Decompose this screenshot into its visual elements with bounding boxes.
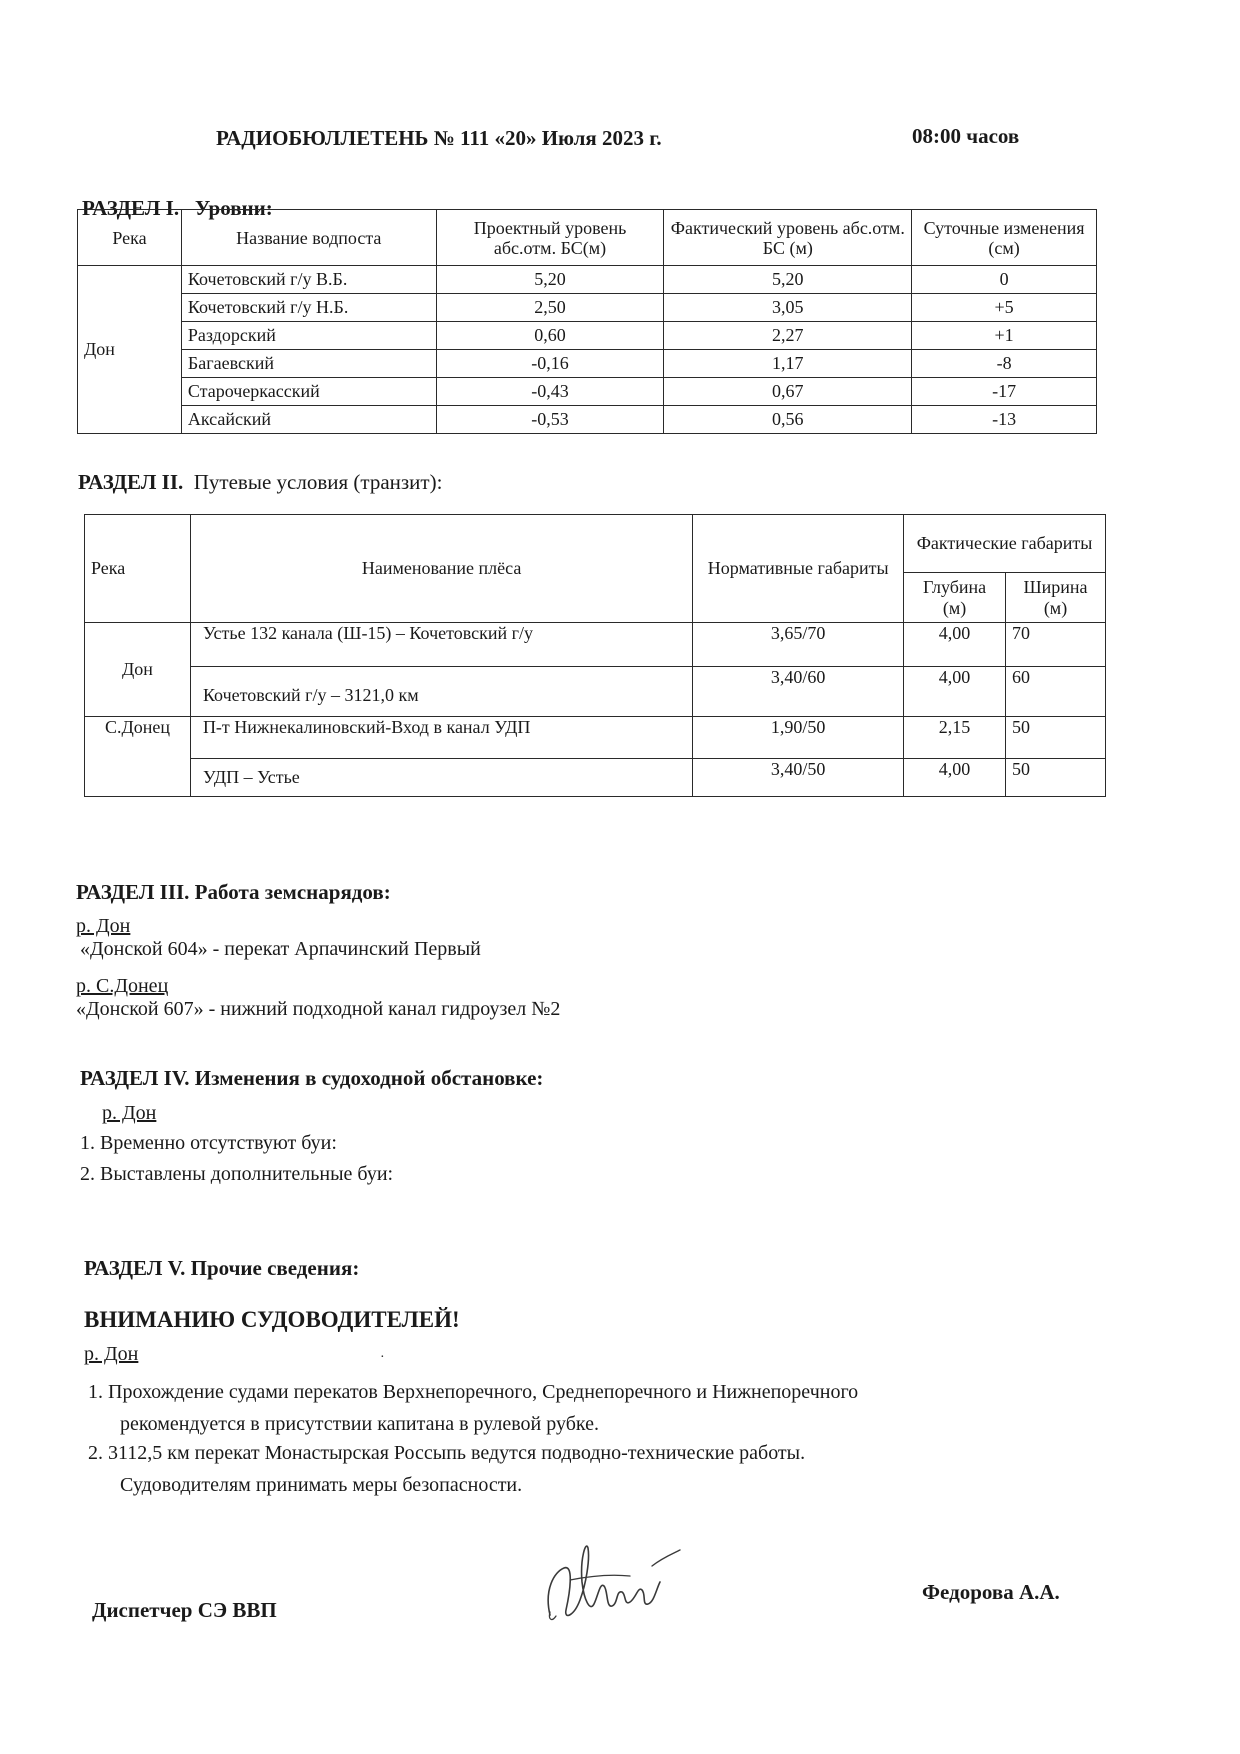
attention-heading: ВНИМАНИЮ СУДОВОДИТЕЛЕЙ! <box>84 1307 460 1332</box>
col-actual: Фактические габариты <box>904 515 1106 573</box>
col-project-level: Проектный уровень абс.отм. БС(м) <box>436 210 664 266</box>
section2-heading <box>78 470 442 495</box>
table-row <box>78 378 1097 406</box>
width-value: 50 <box>1006 717 1106 759</box>
table-row <box>78 350 1097 378</box>
gauge-name: Аксайский <box>181 406 436 434</box>
project-level: -0,53 <box>436 406 664 434</box>
project-level: 5,20 <box>436 266 664 294</box>
dispatcher-position: Диспетчер СЭ ВВП <box>92 1598 277 1622</box>
reach-name: УДП – Устье <box>190 759 692 797</box>
norm-value: 3,40/50 <box>693 759 904 797</box>
section3-item2: «Донской 607» - нижний подходной канал гидроузел №2 <box>76 998 561 1020</box>
actual-level: 2,27 <box>664 322 912 350</box>
table-row <box>78 406 1097 434</box>
section5-title: РАЗДЕЛ V. Прочие сведения: <box>84 1256 360 1280</box>
levels-header-row <box>78 210 1097 266</box>
section4-title: РАЗДЕЛ IV. Изменения в судоходной обстановке: <box>80 1066 544 1090</box>
bulletin-time: 08:00 часов <box>912 124 1020 148</box>
daily-change: -13 <box>912 406 1097 434</box>
river-cell: С.Донец <box>85 717 191 797</box>
width-value: 70 <box>1006 623 1106 667</box>
depth-value: 4,00 <box>904 667 1006 717</box>
col-depth: Глубина (м) <box>904 573 1006 623</box>
section3-river-don: р. Дон <box>76 915 131 937</box>
col-width: Ширина (м) <box>1006 573 1106 623</box>
section5-item2-line1: 2. 3112,5 км перекат Монастырская Россыпь ведутся подводно-технические работы. <box>88 1442 806 1464</box>
actual-level: 5,20 <box>664 266 912 294</box>
table-row <box>78 266 1097 294</box>
table-row <box>78 322 1097 350</box>
bulletin-title: РАДИОБЮЛЛЕТЕНЬ № 111 «20» Июля 2023 г. <box>216 126 662 150</box>
col-gauge-name: Название водпоста <box>181 210 436 266</box>
col-norm: Нормативные габариты <box>693 515 904 623</box>
actual-level: 0,67 <box>664 378 912 406</box>
project-level: 2,50 <box>436 294 664 322</box>
norm-value: 1,90/50 <box>693 717 904 759</box>
daily-change: -17 <box>912 378 1097 406</box>
table-row <box>85 717 1106 759</box>
gauge-name: Кочетовский г/у В.Б. <box>181 266 436 294</box>
dispatcher-name: Федорова А.А. <box>922 1580 1060 1604</box>
depth-value: 4,00 <box>904 759 1006 797</box>
project-level: 0,60 <box>436 322 664 350</box>
reach-name: П-т Нижнекалиновский-Вход в канал УДП <box>190 717 692 759</box>
width-value: 60 <box>1006 667 1106 717</box>
project-level: -0,43 <box>436 378 664 406</box>
river-cell: Дон <box>78 266 182 434</box>
section4-river: р. Дон <box>102 1102 157 1124</box>
section5-river: р. Дон <box>84 1343 139 1365</box>
actual-level: 1,17 <box>664 350 912 378</box>
section4-item1: 1. Временно отсутствуют буи: <box>80 1132 337 1154</box>
norm-value: 3,40/60 <box>693 667 904 717</box>
daily-change: 0 <box>912 266 1097 294</box>
section5-item1-line1: 1. Прохождение судами перекатов Верхнепоречного, Среднепоречного и Нижнепоречного <box>88 1381 859 1403</box>
section5-item2-line2: Судоводителям принимать меры безопасности. <box>120 1474 523 1496</box>
section5-item1-line2: рекомендуется в присутствии капитана в рулевой рубке. <box>120 1413 599 1435</box>
river-cell: Дон <box>85 623 191 717</box>
signature-image <box>530 1520 690 1630</box>
reach-name: Кочетовский г/у – 3121,0 км <box>190 667 692 717</box>
table-row <box>85 667 1106 717</box>
section2-title: Путевые условия (транзит): <box>193 470 443 494</box>
actual-level: 3,05 <box>664 294 912 322</box>
gauge-name: Кочетовский г/у Н.Б. <box>181 294 436 322</box>
daily-change: +5 <box>912 294 1097 322</box>
table-row <box>85 623 1106 667</box>
section1-title: Уровни: <box>194 196 273 220</box>
actual-level: 0,56 <box>664 406 912 434</box>
norm-value: 3,65/70 <box>693 623 904 667</box>
levels-table <box>77 209 1097 434</box>
depth-value: 2,15 <box>904 717 1006 759</box>
table-row <box>85 759 1106 797</box>
section4-item2: 2. Выставлены дополнительные буи: <box>80 1163 394 1185</box>
gauge-name: Багаевский <box>181 350 436 378</box>
col-reach: Наименование плёса <box>190 515 692 623</box>
daily-change: -8 <box>912 350 1097 378</box>
col-river: Река <box>85 515 191 623</box>
section3-river-sdonets: р. С.Донец <box>76 975 169 997</box>
project-level: -0,16 <box>436 350 664 378</box>
transit-table <box>84 514 1106 797</box>
reach-name: Устье 132 канала (Ш-15) – Кочетовский г/у <box>190 623 692 667</box>
gauge-name: Раздорский <box>181 322 436 350</box>
col-daily-change: Суточные изменения (см) <box>912 210 1097 266</box>
table-row <box>78 294 1097 322</box>
col-river: Река <box>78 210 182 266</box>
col-actual-level: Фактический уровень абс.отм. БС (м) <box>664 210 912 266</box>
depth-value: 4,00 <box>904 623 1006 667</box>
daily-change: +1 <box>912 322 1097 350</box>
gauge-name: Старочеркасский <box>181 378 436 406</box>
section3-title: РАЗДЕЛ III. Работа земснарядов: <box>76 880 391 904</box>
width-value: 50 <box>1006 759 1106 797</box>
section2-label: РАЗДЕЛ II. <box>78 470 184 494</box>
stray-mark: · <box>380 1350 385 1365</box>
section3-item1: «Донской 604» - перекат Арпачинский Первый <box>80 938 481 960</box>
section1-label: РАЗДЕЛ I. <box>82 196 180 220</box>
